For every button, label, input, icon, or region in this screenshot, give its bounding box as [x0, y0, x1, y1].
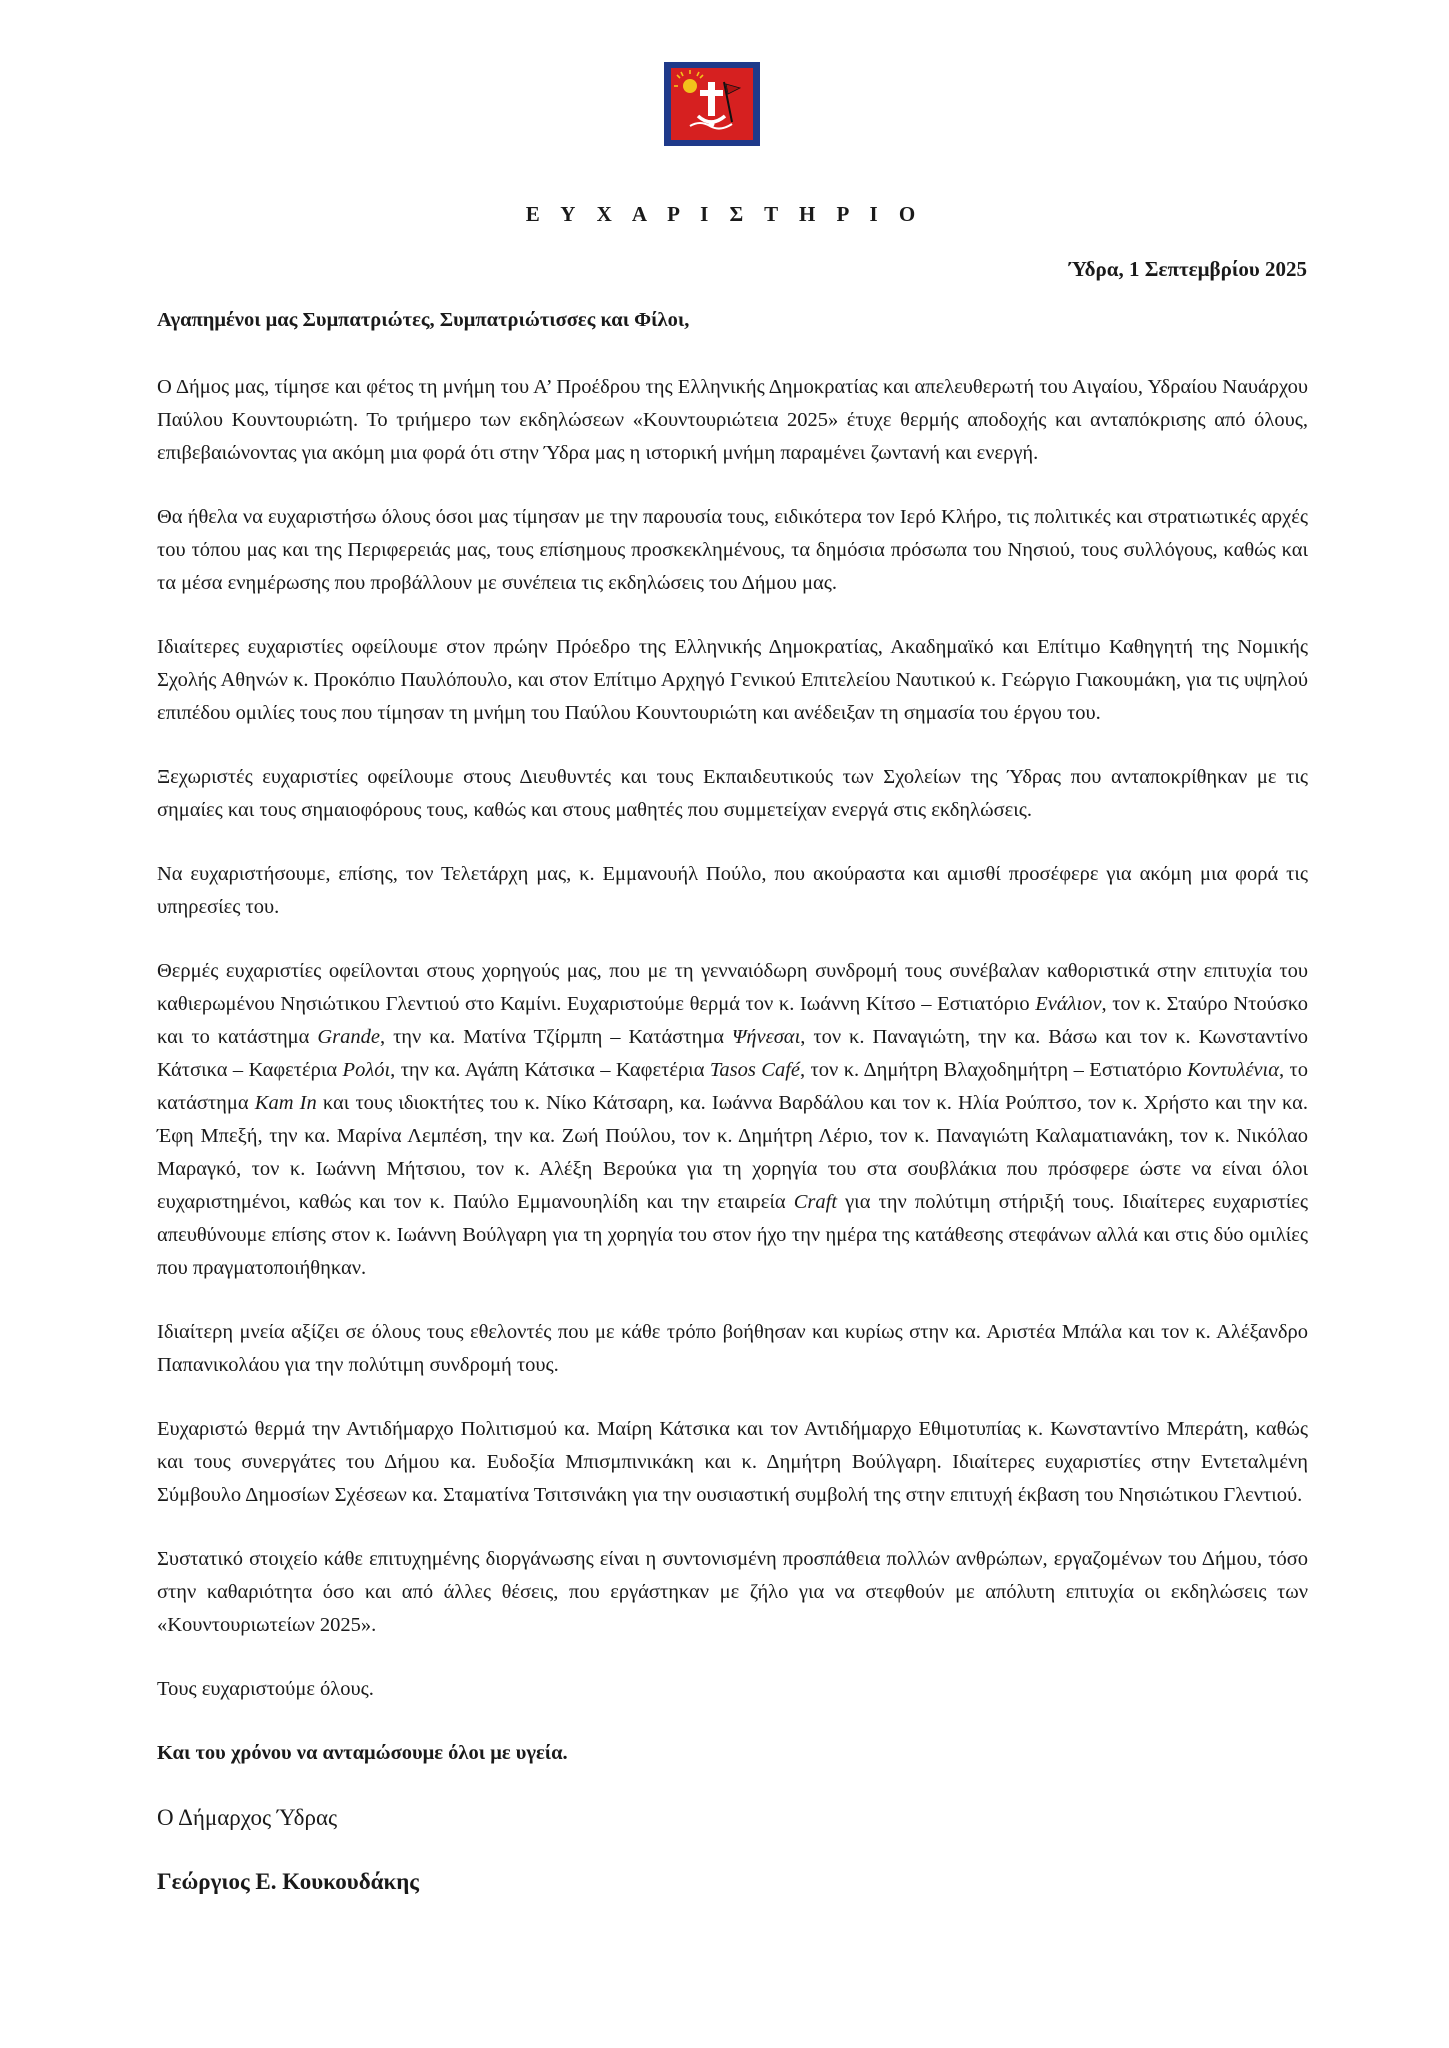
- municipality-emblem-icon: [664, 62, 760, 146]
- business-name: Tasos Café: [709, 1059, 800, 1081]
- signature-name: Γεώργιος Ε. Κουκουδάκης: [157, 1869, 420, 1894]
- business-name: Kam In: [254, 1092, 317, 1114]
- paragraph-deputy-mayors: Ευχαριστώ θερμά την Αντιδήμαρχο Πολιτισμού κα. Μαίρη Κάτσικα και τον Αντιδήμαρχο Εθιμοτυπίας κ. Κωνσταντίνο Μπεράτη, καθώς και τους συνεργάτες του Δήμου κα. Ευδοξία Μπισμπινικάκη και κ. Δημήτρη Βούλγαρη. Ιδιαίτερες ευχαριστίες στην Εντεταλμένη Σύμβουλο Δημοσίων Σχέσεων κα. Σταματίνα Τσιτσινάκη για την ουσιαστική συμβολή της στην επιτυχή έκβαση του Νησιώτικου Γλεντιού.: [157, 1418, 1308, 1506]
- closing-wish: Και του χρόνου να ανταμώσουμε όλοι με υγεία.: [157, 1742, 568, 1764]
- salutation: Αγαπημένοι μας Συμπατριώτες, Συμπατριώτισσες και Φίλοι,: [157, 309, 690, 331]
- signature-role: Ο Δήμαρχος Ύδρας: [157, 1805, 338, 1830]
- business-name: Ενάλιον: [1035, 993, 1102, 1015]
- paragraph-staff: Συστατικό στοιχείο κάθε επιτυχημένης διοργάνωσης είναι η συντονισμένη προσπάθεια πολλών ανθρώπων, εργαζομένων του Δήμου, τόσο στην καθαριότητα όσο και από άλλες θέσεις, που εργάστηκαν με ζήλο για να στεφθούν με απόλυτη επιτυχία οι εκδηλώσεις των «Κουντουριωτείων 2025».: [157, 1548, 1308, 1636]
- business-name: Ρολόι: [342, 1059, 391, 1081]
- paragraph-master-of-ceremonies: Να ευχαριστήσουμε, επίσης, τον Τελετάρχη μας, κ. Εμμανουήλ Πούλο, που ακούραστα και αμισθί προσέφερε για ακόμη μια φορά τις υπηρεσίες του.: [157, 863, 1308, 918]
- paragraph-schools: Ξεχωριστές ευχαριστίες οφείλουμε στους Διευθυντές και τους Εκπαιδευτικούς των Σχολείων της Ύδρας που ανταποκρίθηκαν με τις σημαίες και τους σημαιοφόρους τους, καθώς και στους μαθητές που συμμετείχαν ενεργά στις εκδηλώσεις.: [157, 766, 1308, 821]
- business-name: Grande: [317, 1026, 380, 1048]
- paragraph-attendees: Θα ήθελα να ευχαριστήσω όλους όσοι μας τίμησαν με την παρουσία τους, ειδικότερα τον Ιερό Κλήρο, τις πολιτικές και στρατιωτικές αρχές του τόπου μας και της Περιφερειάς μας, τους επίσημους προσκεκλημένους, τα δημόσια πρόσωπα του Νησιού, τους συλλόγους, καθώς και τα μέσα ενημέρωσης που προβάλλουν με συνέπεια τις εκδηλώσεις του Δήμου μας.: [157, 506, 1308, 594]
- paragraph-volunteers: Ιδιαίτερη μνεία αξίζει σε όλους τους εθελοντές που με κάθε τρόπο βοήθησαν και κυρίως στην κα. Αριστέα Μπάλα και τον κ. Αλέξανδρο Παπανικολάου για την πολύτιμη συνδρομή τους.: [157, 1321, 1308, 1376]
- business-name: Ψήνεσαι: [731, 1026, 801, 1048]
- paragraph-speakers: Ιδιαίτερες ευχαριστίες οφείλουμε στον πρώην Πρόεδρο της Ελληνικής Δημοκρατίας, Ακαδημαϊκό και Επίτιμο Καθηγητή της Νομικής Σχολής Αθηνών κ. Προκόπιο Παυλόπουλο, και στον Επίτιμο Αρχηγό Γενικού Επιτελείου Ναυτικού κ. Γεώργιο Γιακουμάκη, για τις υψηλού επιπέδου ομιλίες τους που τίμησαν τη μνήμη του Παύλου Κουντουριώτη και ανέδειξαν τη σημασία του έργου του.: [157, 636, 1308, 724]
- paragraph-sponsors: Θερμές ευχαριστίες οφείλονται στους χορηγούς μας, που με τη γενναιόδωρη συνδρομή τους συνέβαλαν καθοριστικά στην επιτυχία του καθιερωμένου Νησιώτικου Γλεντιού στο Καμίνι. Ευχαριστούμε θερμά τον κ. Ιωάννη Κίτσο – Εστιατόριο Ενάλιον, τον κ. Σταύρο Ντούσκο και το κατάστημα Grande, την κα. Ματίνα Τζίρμπη – Κατάστημα Ψήνεσαι, τον κ. Παναγιώτη, την κα. Βάσω και τον κ. Κωνσταντίνο Κάτσικα – Καφετέρια Ρολόι, την κα. Αγάπη Κάτσικα – Καφετέρια Tasos Café, τον κ. Δημήτρη Βλαχοδημήτρη – Εστιατόριο Κοντυλένια, το κατάστημα Kam In και τους ιδιοκτήτες του κ. Νίκο Κάτσαρη, κα. Ιωάννα Βαρδάλου και τον κ. Ηλία Ρούπτσο, τον κ. Χρήστο και την κα. Έφη Μπεξή, την κα. Μαρίνα Λεμπέση, την κα. Ζωή Πούλου, τον κ. Δημήτρη Λέριο, τον κ. Παναγιώτη Καλαματιανάκη, τον κ. Νικόλαο Μαραγκό, τον κ. Ιωάννη Μήτσιου, τον κ. Αλέξη Βερούκα για τη χορηγία του στα σουβλάκια που πρόσφερε ώστε να είναι όλοι ευχαριστημένοι, καθώς και τον κ. Παύλο Εμμανουηλίδη και την εταιρεία Craft για την πολύτιμη στήριξή τους. Ιδιαίτερες ευχαριστίες απευθύνουμε επίσης στον κ. Ιωάννη Βούλγαρη για τη χορηγία του στον ήχο την ημέρα της κατάθεσης στεφάνων αλλά και στις δύο ομιλίες που πραγματοποιήθηκαν.: [157, 960, 1308, 1279]
- business-name: Κοντυλένια: [1187, 1059, 1279, 1081]
- closing-line: Τους ευχαριστούμε όλους.: [157, 1678, 374, 1700]
- business-name: Craft: [793, 1191, 838, 1213]
- document-title: Ε Υ Χ Α Ρ Ι Σ Τ Η Ρ Ι Ο: [525, 202, 924, 226]
- letter-body: [157, 304, 1308, 1929]
- paragraph-intro: Ο Δήμος μας, τίμησε και φέτος τη μνήμη του Α’ Προέδρου της Ελληνικής Δημοκρατίας και απελευθερωτή του Αιγαίου, Υδραίου Ναυάρχου Παύλου Κουντουριώτη. Το τριήμερο των εκδηλώσεων «Κουντουριώτεια 2025» έτυχε θερμής αποδοχής και ανταπόκρισης από όλους, επιβεβαιώνοντας για ακόμη μια φορά ότι στην Ύδρα μας η ιστορική μνήμη παραμένει ζωντανή και ενεργή.: [157, 376, 1308, 464]
- letter-date: Ύδρα, 1 Σεπτεμβρίου 2025: [1068, 257, 1307, 281]
